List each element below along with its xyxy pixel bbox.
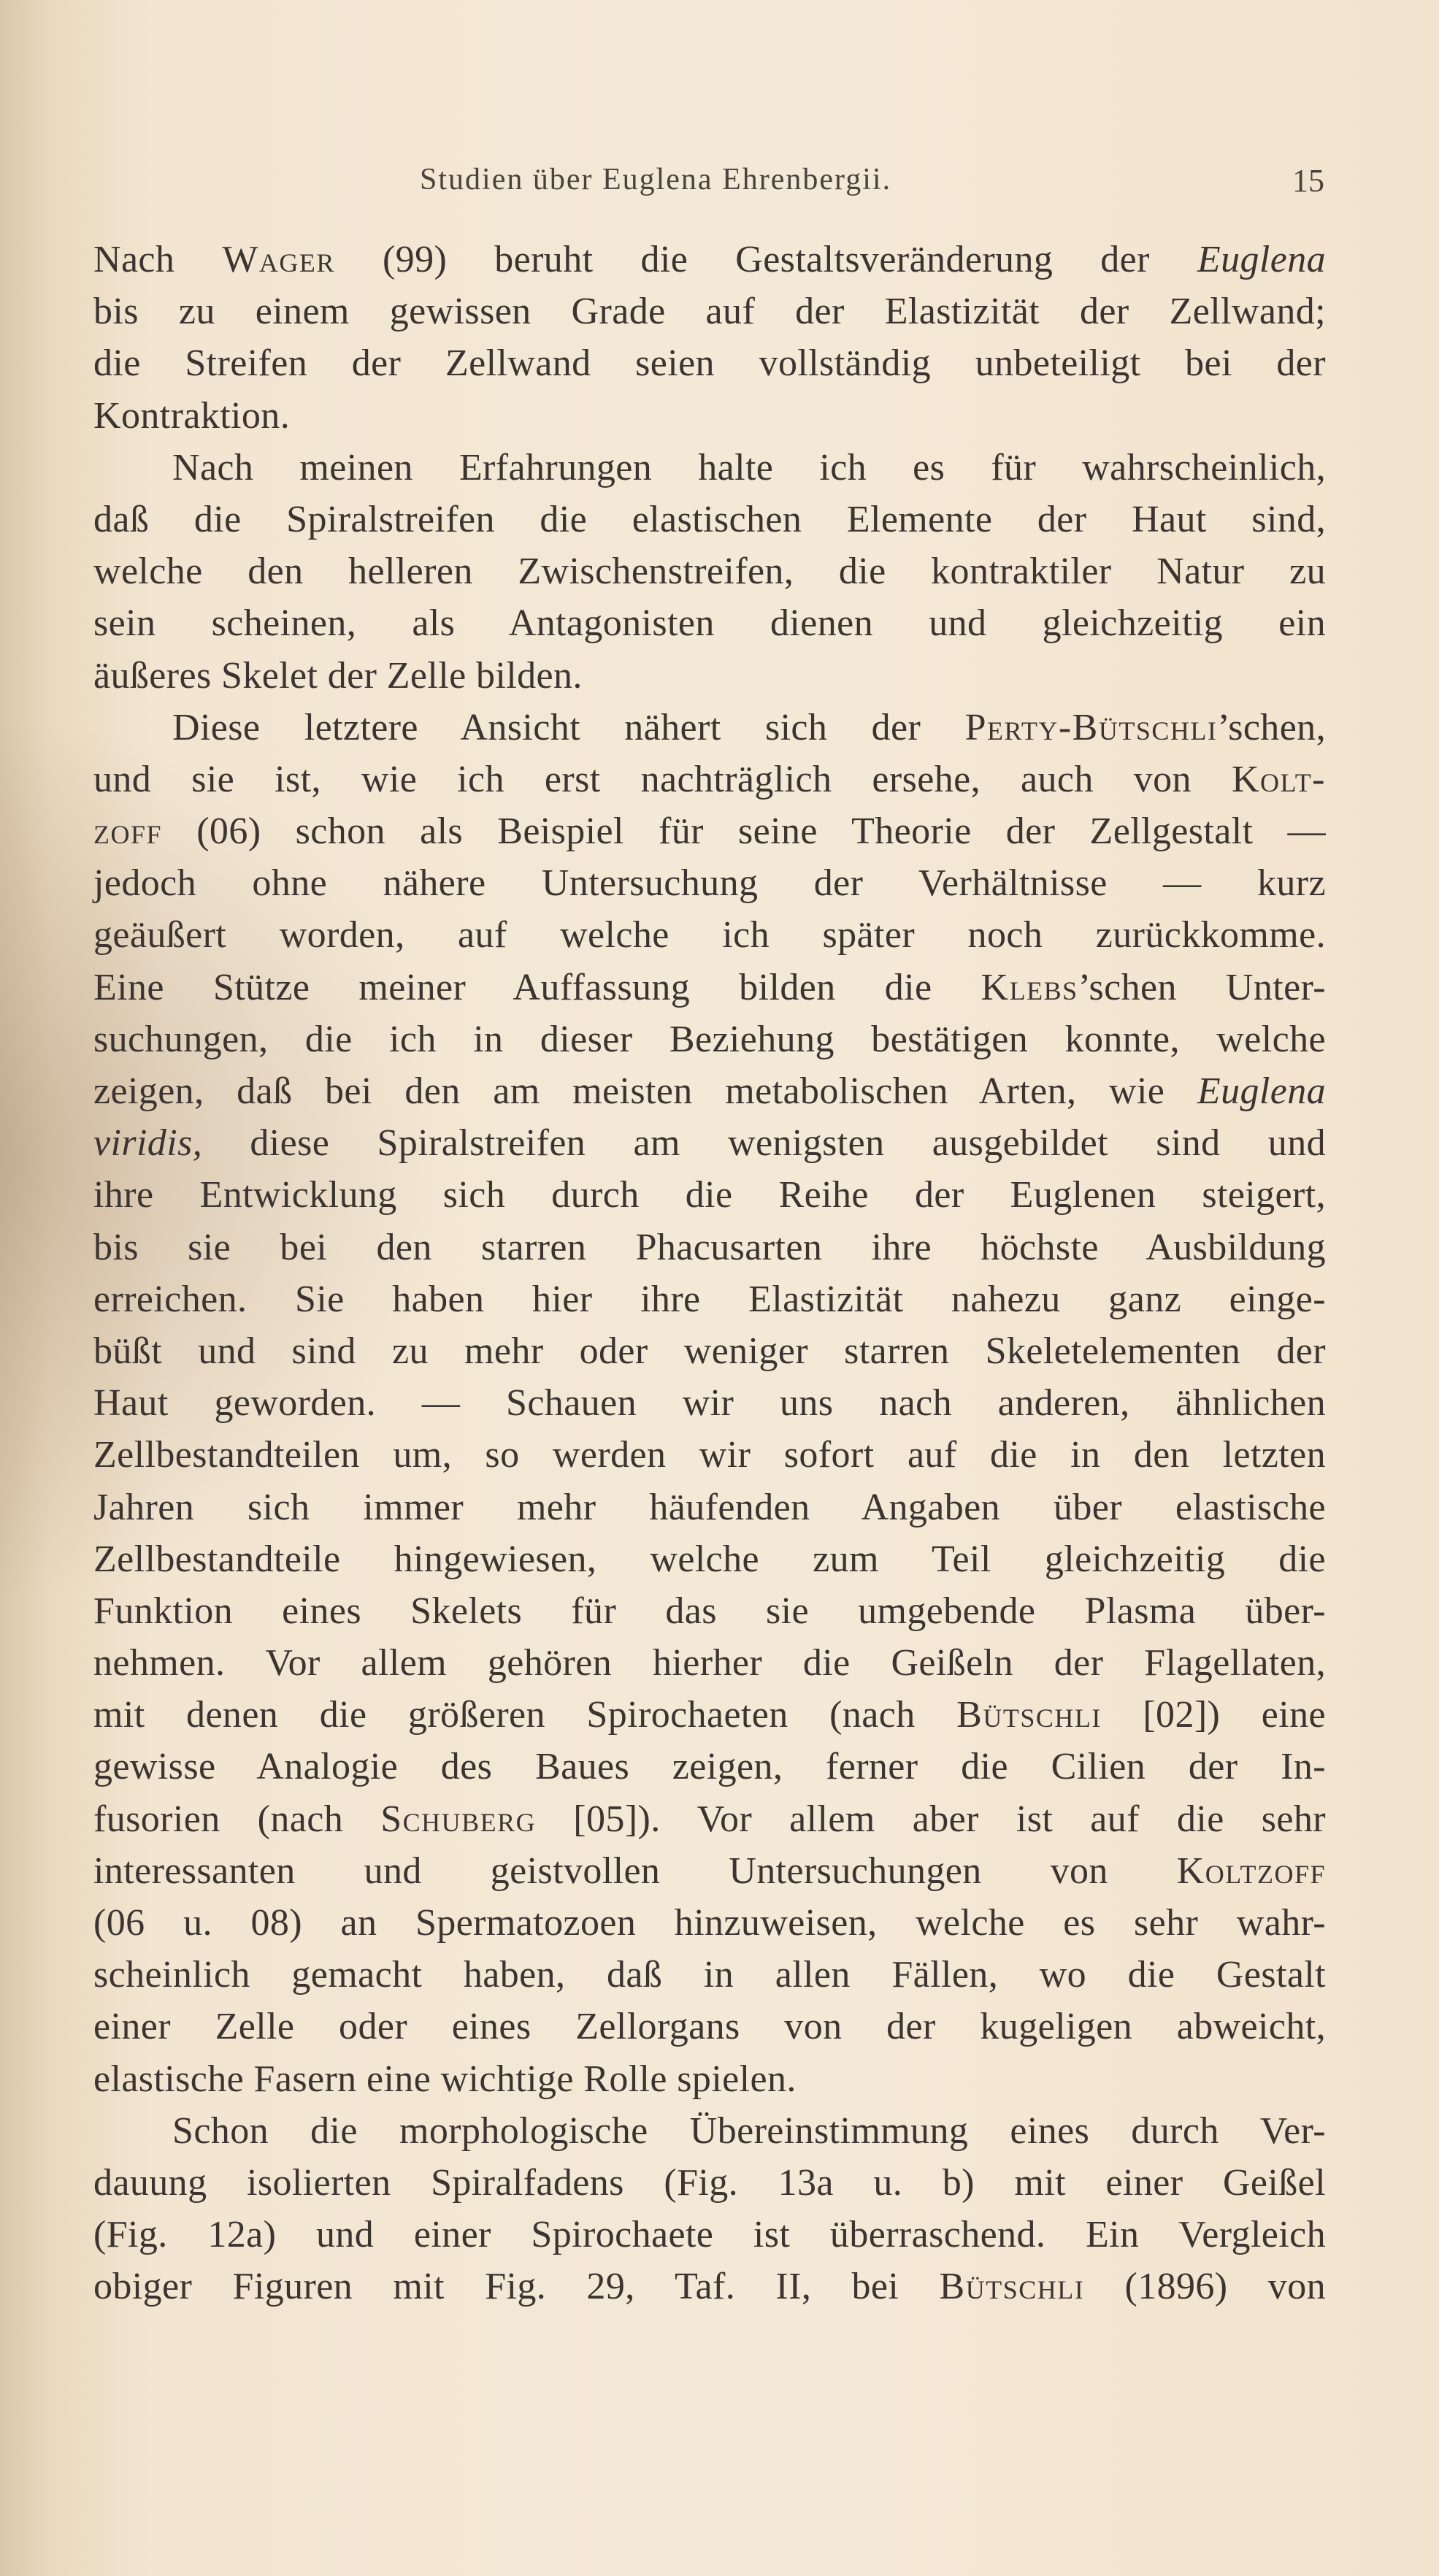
text-line xyxy=(93,1222,1326,1273)
text-segment: Kontraktion. xyxy=(93,394,291,437)
author-name: Perty-Bütschli xyxy=(964,706,1218,748)
text-line xyxy=(93,597,1326,649)
text-segment: (06 u. 08) an Spermatozoen hinzuweisen, welche es sehr wahr- xyxy=(93,1902,1326,1944)
text-line xyxy=(93,1741,1326,1793)
text-line xyxy=(93,494,1326,545)
text-segment: dauung isolierten Spiralfadens (Fig. 13a u. b) mit einer Geißel xyxy=(93,2161,1326,2204)
text-line xyxy=(93,1325,1326,1377)
text-line xyxy=(93,2105,1326,2157)
text-line xyxy=(93,1533,1326,1585)
text-segment: geäußert worden, auf welche ich später noch zurückkomme. xyxy=(93,914,1326,957)
text-line xyxy=(93,1845,1326,1897)
text-segment: scheinlich gemacht haben, daß in allen Fällen, wo die Gestalt xyxy=(93,1954,1326,1996)
text-line xyxy=(93,650,1326,702)
text-line xyxy=(93,2209,1326,2261)
body-text xyxy=(93,234,1326,2313)
text-segment: daß die Spiralstreifen die elastischen Elemente der Haut sind, xyxy=(93,498,1326,540)
text-line xyxy=(93,857,1326,909)
text-line xyxy=(93,2001,1326,2052)
text-segment: Nach xyxy=(93,239,223,280)
text-segment: nehmen. Vor allem gehören hierher die Geißeln der Flagellaten, xyxy=(93,1642,1326,1684)
author-name: Bütschli xyxy=(956,1694,1102,1736)
text-line xyxy=(93,962,1326,1013)
text-segment: gewisse Analogie des Baues zeigen, ferner die Cilien der In- xyxy=(93,1746,1326,1788)
text-segment: ’schen, xyxy=(1217,706,1326,748)
author-name: zoff xyxy=(93,810,163,853)
text-line xyxy=(93,2157,1326,2209)
text-segment: suchungen, die ich in dieser Beziehung bestätigen konnte, welche xyxy=(93,1018,1326,1060)
text-segment: sein scheinen, als Antagonisten dienen und gleichzeitig ein xyxy=(93,602,1326,645)
text-line xyxy=(93,1429,1326,1481)
text-line xyxy=(93,805,1326,857)
author-name: Klebs xyxy=(981,966,1078,1008)
text-segment: Funktion eines Skelets für das sie umgebende Plasma über- xyxy=(93,1590,1326,1632)
italic-term: Euglena xyxy=(1197,1070,1326,1112)
text-line xyxy=(93,234,1326,285)
text-line xyxy=(93,1897,1326,1949)
text-segment: und sie ist, wie ich erst nachträglich ersehe, auch von xyxy=(93,758,1232,800)
text-line xyxy=(93,702,1326,754)
text-segment: Diese letztere Ansicht nähert sich der xyxy=(172,706,965,748)
text-segment: bis zu einem gewissen Grade auf der Elastizität der Zellwand; xyxy=(93,291,1326,333)
text-line xyxy=(93,1949,1326,2001)
text-segment: Haut geworden. — Schauen wir uns nach anderen, ähnlichen xyxy=(93,1382,1326,1425)
text-segment: büßt und sind zu mehr oder weniger starren Skeletelementen der xyxy=(93,1330,1326,1372)
running-head xyxy=(0,162,1439,206)
text-segment: Schon die morphologische Übereinstimmung eines durch Ver- xyxy=(172,2109,1326,2152)
text-line xyxy=(93,1065,1326,1117)
italic-term: viridis, xyxy=(93,1122,203,1165)
text-line xyxy=(93,754,1326,805)
text-segment: die Streifen der Zellwand seien vollständig unbeteiligt bei der xyxy=(93,342,1326,385)
text-segment: (Fig. 12a) und einer Spirochaete ist überraschend. Ein Vergleich xyxy=(93,2214,1326,2256)
text-segment: (06) schon als Beispiel für seine Theorie der Zellgestalt — xyxy=(162,810,1326,853)
text-segment: zeigen, daß bei den am meisten metabolischen Arten, wie xyxy=(93,1070,1197,1112)
text-segment: äußeres Skelet der Zelle bilden. xyxy=(93,654,583,697)
text-line xyxy=(93,2053,1326,2105)
author-name: Bütschli xyxy=(939,2266,1085,2308)
text-line xyxy=(93,1377,1326,1429)
italic-term: Euglena xyxy=(1197,239,1326,280)
text-line xyxy=(93,1117,1326,1169)
text-segment: interessanten und geistvollen Untersuchungen von xyxy=(93,1849,1177,1892)
text-segment: (99) beruht die Gestaltsveränderung der xyxy=(334,239,1197,280)
author-name: Schuberg xyxy=(380,1798,537,1840)
text-line xyxy=(93,337,1326,389)
page-number: 15 xyxy=(1292,163,1324,199)
text-line xyxy=(93,442,1326,494)
text-line xyxy=(93,1793,1326,1845)
text-line xyxy=(93,1585,1326,1637)
text-segment: welche den helleren Zwischenstreifen, die kontraktiler Natur zu xyxy=(93,551,1326,593)
text-segment: Eine Stütze meiner Auffassung bilden die xyxy=(93,966,981,1008)
text-segment: Jahren sich immer mehr häufenden Angaben über elastische xyxy=(93,1486,1326,1528)
text-segment: jedoch ohne nähere Untersuchung der Verhältnisse — kurz xyxy=(93,862,1326,905)
author-name: Wager xyxy=(222,239,335,280)
text-segment: fusorien (nach xyxy=(93,1798,381,1840)
text-segment: bis sie bei den starren Phacusarten ihre höchste Ausbildung xyxy=(93,1226,1326,1268)
author-name: Kolt- xyxy=(1231,758,1326,800)
author-name: Koltzoff xyxy=(1176,1849,1326,1892)
text-segment: einer Zelle oder eines Zellorgans von der kugeligen abweicht, xyxy=(93,2006,1326,2048)
text-segment: Zellbestandteilen um, so werden wir sofort auf die in den letzten xyxy=(93,1434,1326,1476)
running-title: Studien über Euglena Ehrenbergii. xyxy=(420,163,892,196)
text-segment: ’schen Unter- xyxy=(1078,966,1327,1008)
text-segment: [05]). Vor allem aber ist auf die sehr xyxy=(536,1798,1326,1840)
text-segment: (1896) von xyxy=(1084,2266,1326,2308)
text-segment: diese Spiralstreifen am wenigsten ausgebildet sind und xyxy=(202,1122,1326,1165)
text-line xyxy=(93,2261,1326,2312)
text-segment: ihre Entwicklung sich durch die Reihe der Euglenen steigert, xyxy=(93,1174,1326,1216)
text-line xyxy=(93,909,1326,961)
text-line xyxy=(93,285,1326,337)
text-segment: Nach meinen Erfahrungen halte ich es für wahrscheinlich, xyxy=(172,446,1326,488)
text-segment: [02]) eine xyxy=(1101,1694,1326,1736)
text-line xyxy=(93,545,1326,597)
text-line xyxy=(93,1273,1326,1325)
text-segment: Zellbestandteile hingewiesen, welche zum Teil gleichzeitig die xyxy=(93,1538,1326,1580)
text-segment: elastische Fasern eine wichtige Rolle spielen. xyxy=(93,2058,797,2100)
text-line xyxy=(93,1481,1326,1533)
text-segment: mit denen die größeren Spirochaeten (nach xyxy=(93,1694,957,1736)
text-line xyxy=(93,1689,1326,1741)
text-line xyxy=(93,390,1326,442)
text-segment: erreichen. Sie haben hier ihre Elastizität nahezu ganz einge- xyxy=(93,1278,1326,1320)
text-line xyxy=(93,1013,1326,1065)
text-segment: obiger Figuren mit Fig. 29, Taf. II, bei xyxy=(93,2266,940,2308)
text-line xyxy=(93,1169,1326,1221)
text-line xyxy=(93,1637,1326,1689)
